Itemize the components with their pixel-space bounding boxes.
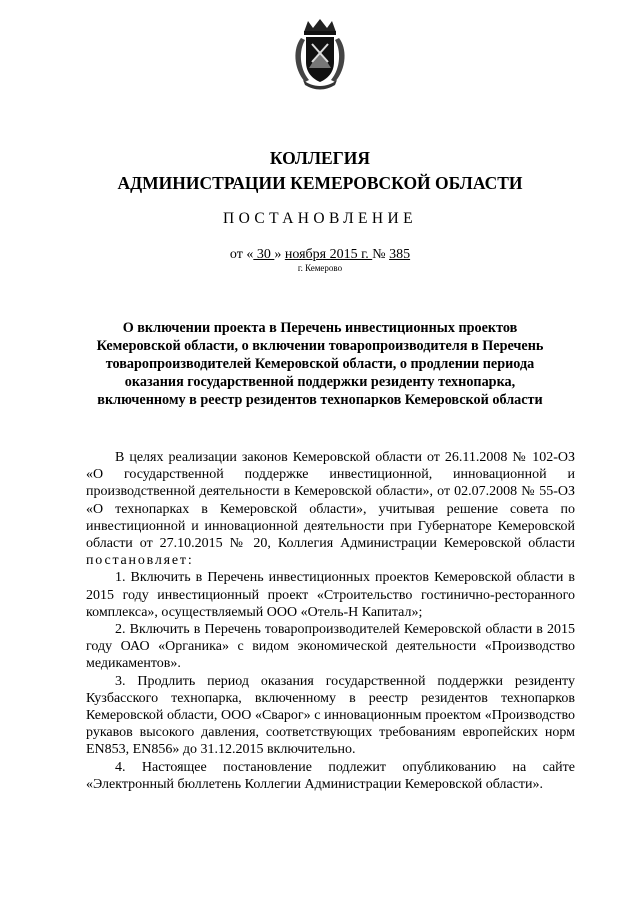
item-2: 2. Включить в Перечень товаропроизводителей Кемеровской области в 2015 году ОАО «Органика» с видом экономической деятельности «Производство медикаментов». [86,622,575,672]
intro-text: В целях реализации законов Кемеровской области от 26.11.2008 № 102-ОЗ «О государственной поддержке инвестиционной, инновационной и производственной деятельности в Кемеровской области», от 02.07.2008 № 55-ОЗ «О технопарках в Кемеровской области», учитывая решение совета по инвестиционной и инновационной деятельности при Губернаторе Кемеровской области от 27.10.2015 № 20, Коллегия Администрации Кемеровской области [86,450,575,552]
document-number: 385 [389,247,411,262]
document-body [86,449,575,793]
date-mid: » [274,247,285,262]
item-3: 3. Продлить период оказания государственной поддержки резиденту Кузбасского технопарка, включенному в реестр резидентов технопарков Кемеровской области, ООО «Сварог» с инновационным проектом «Производство рукавов высокого давления, соответствующих требованиям европейских норм EN853, EN856» до 31.12.2015 включительно. [86,673,575,758]
coat-of-arms-icon [291,18,349,90]
intro-paragraph [86,449,575,569]
date-number-line [0,247,640,263]
date-prefix: от « [229,247,254,262]
city-name: г. Кемерово [297,263,343,273]
org-name-line2: АДМИНИСТРАЦИИ КЕМЕРОВСКОЙ ОБЛАСТИ [117,173,523,193]
item-1: 1. Включить в Перечень инвестиционных проектов Кемеровской области в 2015 году инвестиционный проект «Строительство гостинично-ресторанного комплекса», осуществляемый ООО «Отель-Н Капитал»; [86,570,575,620]
date-day: 30 [253,247,275,262]
item-4: 4. Настоящее постановление подлежит опубликованию на сайте «Электронный бюллетень Коллегии Администрации Кемеровской области». [86,759,575,792]
number-sign: № [372,247,390,262]
document-title: О включении проекта в Перечень инвестиционных проектов Кемеровской области, о включении товаропроизводителя в Перечень товаропроизводителей Кемеровской области, о продлении периода оказания государственной поддержки резиденту технопарка, включенному в реестр резидентов технопарков Кемеровской области [96,320,544,408]
org-name-line1: КОЛЛЕГИЯ [269,148,371,168]
document-type: ПОСТАНОВЛЕНИЕ [223,210,417,227]
decree-word: постановляет: [86,553,194,569]
date-month-year: ноября 2015 г. [284,247,373,262]
